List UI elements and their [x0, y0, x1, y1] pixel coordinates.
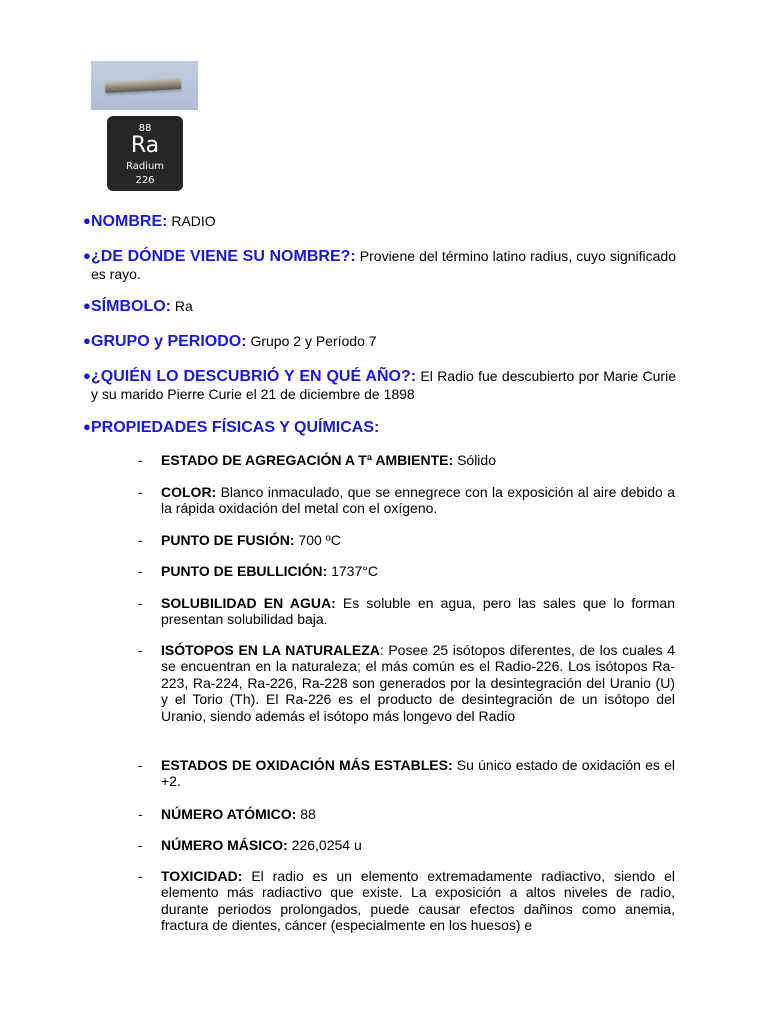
prop-toxicidad	[138, 868, 675, 934]
prop-label: ESTADO DE AGREGACIÓN A Tª AMBIENTE:	[161, 452, 454, 468]
bullet-dot-icon: ●	[83, 248, 91, 263]
bullet-dot-icon: ●	[83, 419, 91, 434]
bullet-grupo-periodo	[83, 333, 676, 351]
prop-isotopos	[138, 642, 675, 724]
dash-marker: -	[138, 757, 143, 773]
tile-mass: 226	[135, 175, 155, 186]
prop-text: 700 ºC	[294, 532, 341, 548]
prop-color	[138, 484, 675, 517]
prop-estado-agregacion	[138, 452, 675, 468]
bullet-origen-nombre	[83, 248, 677, 282]
prop-text: El radio es un elemento extremadamente radiactivo, siendo el elemento más radiactivo que existe. La exposición a altos niveles de radio, durante periodos prolongados, puede causar efectos dañinos como anemia, fractura de dientes, cáncer (especialmente en los huesos) e	[161, 868, 675, 934]
tile-name: Radium	[125, 161, 165, 172]
prop-solubilidad	[138, 595, 675, 628]
bullet-dot-icon: ●	[83, 298, 91, 313]
tile-symbol: Ra	[130, 133, 160, 158]
prop-label: COLOR:	[161, 484, 217, 500]
prop-label: PUNTO DE FUSIÓN:	[161, 532, 295, 548]
bullet-simbolo	[83, 298, 676, 316]
bullet-propiedades	[83, 419, 676, 437]
dash-marker: -	[138, 868, 143, 884]
prop-text: Sólido	[453, 452, 496, 468]
prop-punto-ebullicion	[138, 563, 675, 579]
bullet-label: PROPIEDADES FÍSICAS Y QUÍMICAS:	[91, 419, 380, 436]
prop-numero-masico	[138, 837, 675, 853]
prop-text: 1737°C	[327, 563, 378, 579]
prop-label: TOXICIDAD:	[161, 868, 243, 884]
dash-marker: -	[138, 837, 143, 853]
prop-text: : Posee 25 isótopos diferentes, de los cuales 4 se encuentran en la naturaleza; el más común es el Radio-226. Los isótopos Ra-223, Ra-224, Ra-226, Ra-228 son generados por la desintegración del Uranio (U) y el Torio (Th). El Ra-226 es el producto de desintegración de un isótopo del Uranio, siendo además el isótopo más longevo del Radio	[161, 642, 675, 724]
prop-numero-atomico	[138, 806, 675, 822]
prop-text: 226,0254 u	[287, 837, 362, 853]
bullet-nombre	[83, 213, 676, 231]
dash-marker: -	[138, 532, 143, 548]
bullet-label: ¿QUIÉN LO DESCUBRIÓ Y EN QUÉ AÑO?:	[91, 368, 417, 385]
dash-marker: -	[138, 563, 143, 579]
prop-label: ESTADOS DE OXIDACIÓN MÁS ESTABLES:	[161, 757, 453, 773]
bullet-dot-icon: ●	[83, 368, 91, 383]
prop-label: NÚMERO MÁSICO:	[161, 837, 288, 853]
bullet-text: Ra	[171, 298, 193, 314]
prop-label: ISÓTOPOS EN LA NATURALEZA	[161, 642, 380, 658]
prop-text: Blanco inmaculado, que se ennegrece con la exposición al aire debido a la rápida oxidación del metal con el oxígeno.	[161, 484, 675, 517]
bullet-label: NOMBRE:	[91, 213, 168, 230]
prop-text: 88	[296, 806, 316, 822]
prop-punto-fusion	[138, 532, 675, 548]
bullet-text: Proviene del término latino radius, cuyo significado es rayo.	[91, 248, 677, 282]
bullet-dot-icon: ●	[83, 213, 91, 228]
element-tile-image	[91, 113, 198, 193]
bullet-label: SÍMBOLO:	[91, 298, 171, 315]
bullet-text: El Radio fue descubierto por Marie Curie y su marido Pierre Curie el 21 de diciembre de 1898	[91, 368, 676, 402]
radium-metal-rod	[105, 78, 181, 93]
dash-marker: -	[138, 452, 143, 468]
prop-text: Es soluble en agua, pero las sales que lo forman presentan solubilidad baja.	[161, 595, 675, 628]
bullet-label: GRUPO y PERIODO:	[91, 333, 247, 350]
prop-label: SOLUBILIDAD EN AGUA:	[161, 595, 336, 611]
bullet-text: Grupo 2 y Período 7	[246, 333, 377, 349]
dash-marker: -	[138, 642, 143, 658]
prop-label: PUNTO DE EBULLICIÓN:	[161, 563, 328, 579]
bullet-text: RADIO	[167, 213, 216, 229]
prop-text: Su único estado de oxidación es el +2.	[161, 757, 675, 790]
bullet-label: ¿DE DÓNDE VIENE SU NOMBRE?:	[91, 248, 356, 265]
dash-marker: -	[138, 484, 143, 500]
radium-element-tile	[107, 116, 183, 191]
dash-marker: -	[138, 595, 143, 611]
prop-estados-oxidacion	[138, 757, 675, 790]
bullet-descubrimiento	[83, 368, 676, 402]
prop-label: NÚMERO ATÓMICO:	[161, 806, 297, 822]
radium-sample-photo	[91, 61, 198, 110]
tile-atomic-number: 88	[138, 123, 152, 134]
dash-marker: -	[138, 806, 143, 822]
bullet-dot-icon: ●	[83, 333, 91, 348]
